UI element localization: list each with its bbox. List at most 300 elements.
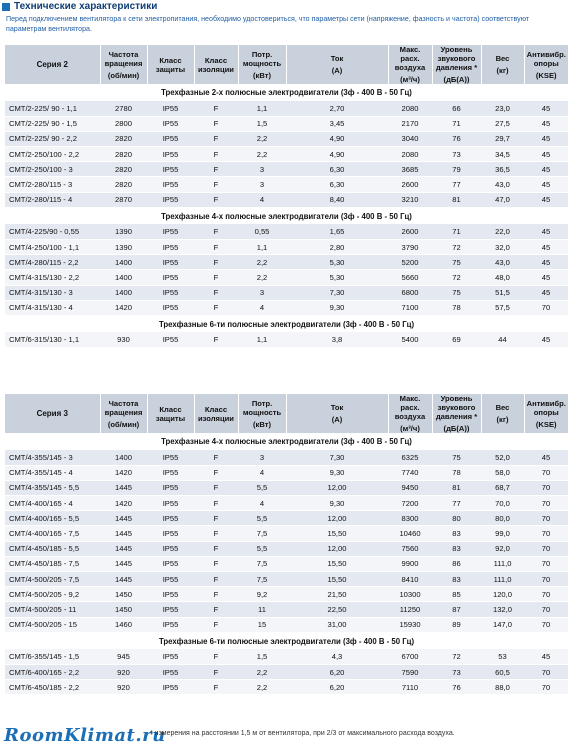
value-cell: 75 — [432, 255, 481, 270]
table-row — [5, 680, 568, 695]
section-row — [5, 315, 568, 332]
model-cell: CMT/2-250/100 - 3 — [5, 162, 100, 177]
model-cell: CMT/4-355/145 - 5,5 — [5, 480, 100, 495]
value-cell: 15,50 — [286, 572, 388, 587]
header-power — [238, 394, 286, 433]
value-cell: 45 — [524, 332, 568, 347]
value-cell: 1420 — [100, 465, 147, 480]
value-cell: 2800 — [100, 116, 147, 131]
value-cell: 3790 — [388, 240, 432, 255]
value-cell: 4,90 — [286, 147, 388, 162]
model-cell: CMT/4-400/165 - 7,5 — [5, 526, 100, 541]
value-cell: 1445 — [100, 480, 147, 495]
value-cell: F — [194, 162, 238, 177]
value-cell: 5660 — [388, 270, 432, 285]
value-cell: 945 — [100, 649, 147, 664]
header-speed-name: Частота вращения — [104, 49, 143, 68]
table-row — [5, 511, 568, 526]
header-protection — [147, 45, 194, 84]
value-cell: 6,30 — [286, 177, 388, 192]
value-cell: IP55 — [147, 162, 194, 177]
table-row — [5, 649, 568, 664]
value-cell: F — [194, 300, 238, 315]
header-airflow — [388, 45, 432, 84]
header-noise — [432, 45, 481, 84]
model-cell: CMT/4-315/130 - 3 — [5, 285, 100, 300]
value-cell: 920 — [100, 664, 147, 679]
series-2-table — [5, 45, 568, 348]
header-insulation — [194, 394, 238, 433]
section-row — [5, 433, 568, 450]
value-cell: F — [194, 496, 238, 511]
header-speed-unit: (об/мин) — [107, 70, 140, 80]
model-cell: CMT/2-250/100 - 2,2 — [5, 147, 100, 162]
value-cell: 2820 — [100, 177, 147, 192]
value-cell: 1390 — [100, 240, 147, 255]
value-cell: 15,50 — [286, 556, 388, 571]
value-cell: 1400 — [100, 270, 147, 285]
value-cell: IP55 — [147, 556, 194, 571]
value-cell: 1400 — [100, 450, 147, 465]
value-cell: 1420 — [100, 496, 147, 511]
value-cell: 9,2 — [238, 587, 286, 602]
value-cell: F — [194, 511, 238, 526]
table-row — [5, 240, 568, 255]
table-row — [5, 101, 568, 116]
value-cell: 7,5 — [238, 556, 286, 571]
value-cell: 80,0 — [481, 511, 524, 526]
value-cell: 2,2 — [238, 664, 286, 679]
header-power — [238, 45, 286, 84]
model-cell: CMT/4-355/145 - 3 — [5, 450, 100, 465]
value-cell: 5,5 — [238, 511, 286, 526]
value-cell: IP55 — [147, 465, 194, 480]
header-protection — [147, 394, 194, 433]
model-cell: CMT/6-315/130 - 1,1 — [5, 332, 100, 347]
value-cell: 6700 — [388, 649, 432, 664]
value-cell: 5400 — [388, 332, 432, 347]
value-cell: 70 — [524, 602, 568, 617]
table-row — [5, 332, 568, 347]
value-cell: 11250 — [388, 602, 432, 617]
value-cell: 1420 — [100, 300, 147, 315]
value-cell: 111,0 — [481, 572, 524, 587]
value-cell: 8,40 — [286, 192, 388, 207]
value-cell: IP55 — [147, 496, 194, 511]
value-cell: 11 — [238, 602, 286, 617]
value-cell: F — [194, 572, 238, 587]
header-mounts-name: Антивибр. опоры — [526, 398, 566, 417]
value-cell: F — [194, 556, 238, 571]
table-row — [5, 496, 568, 511]
value-cell: 7590 — [388, 664, 432, 679]
series-label: Серия 3 — [5, 394, 100, 433]
model-cell: CMT/6-400/165 - 2,2 — [5, 664, 100, 679]
header-power-name: Потр. мощность — [242, 398, 282, 417]
value-cell: 77 — [432, 177, 481, 192]
value-cell: 70 — [524, 664, 568, 679]
model-cell: CMT/6-450/185 - 2,2 — [5, 680, 100, 695]
value-cell: 5,5 — [238, 541, 286, 556]
value-cell: 3 — [238, 450, 286, 465]
value-cell: IP55 — [147, 147, 194, 162]
value-cell: 4 — [238, 496, 286, 511]
value-cell: 5,30 — [286, 255, 388, 270]
watermark-logo: RoomKlimat.ru — [4, 725, 166, 746]
value-cell: 4 — [238, 192, 286, 207]
header-speed — [100, 45, 147, 84]
value-cell: 4 — [238, 300, 286, 315]
header-current-unit: (А) — [331, 415, 343, 424]
value-cell: 9,30 — [286, 465, 388, 480]
value-cell: 45 — [524, 192, 568, 207]
value-cell: 2080 — [388, 147, 432, 162]
value-cell: 45 — [524, 101, 568, 116]
header-noise-unit: (дБ(А)) — [443, 75, 470, 84]
value-cell: IP55 — [147, 480, 194, 495]
value-cell: 3210 — [388, 192, 432, 207]
value-cell: 68,7 — [481, 480, 524, 495]
value-cell: 70 — [524, 526, 568, 541]
value-cell: 1450 — [100, 587, 147, 602]
value-cell: 2820 — [100, 131, 147, 146]
model-cell: CMT/4-450/185 - 5,5 — [5, 541, 100, 556]
value-cell: 2,2 — [238, 680, 286, 695]
value-cell: F — [194, 285, 238, 300]
value-cell: 45 — [524, 162, 568, 177]
section-title: Трехфазные 2-х полюсные электродвигатели (3ф - 400 В - 50 Гц) — [5, 84, 568, 101]
table-row — [5, 162, 568, 177]
header-noise — [432, 394, 481, 433]
value-cell: 70 — [524, 587, 568, 602]
value-cell: 86 — [432, 556, 481, 571]
header-protection-name: Класс защиты — [155, 55, 186, 74]
value-cell: 10460 — [388, 526, 432, 541]
model-cell: CMT/2-225/ 90 - 1,1 — [5, 101, 100, 116]
table-row — [5, 480, 568, 495]
value-cell: 83 — [432, 541, 481, 556]
table-row — [5, 572, 568, 587]
series-3-table — [5, 394, 568, 695]
model-cell: CMT/4-225/90 - 0,55 — [5, 224, 100, 239]
value-cell: 10300 — [388, 587, 432, 602]
value-cell: 70 — [524, 480, 568, 495]
value-cell: 85 — [432, 587, 481, 602]
value-cell: 22,0 — [481, 224, 524, 239]
table-row — [5, 465, 568, 480]
value-cell: 71 — [432, 224, 481, 239]
value-cell: 45 — [524, 177, 568, 192]
header-noise-name: Уровень звукового давления * — [435, 45, 478, 72]
header-protection-name: Класс защиты — [155, 404, 186, 423]
value-cell: 22,50 — [286, 602, 388, 617]
value-cell: 3,45 — [286, 116, 388, 131]
value-cell: IP55 — [147, 541, 194, 556]
value-cell: 1,1 — [238, 332, 286, 347]
value-cell: F — [194, 649, 238, 664]
value-cell: 7,30 — [286, 285, 388, 300]
value-cell: 70,0 — [481, 496, 524, 511]
value-cell: 920 — [100, 680, 147, 695]
value-cell: 7110 — [388, 680, 432, 695]
value-cell: 32,0 — [481, 240, 524, 255]
value-cell: IP55 — [147, 664, 194, 679]
value-cell: 2600 — [388, 224, 432, 239]
value-cell: F — [194, 101, 238, 116]
value-cell: 79 — [432, 162, 481, 177]
section-row — [5, 84, 568, 101]
header-power-unit: (кВт) — [253, 70, 271, 80]
value-cell: 2600 — [388, 177, 432, 192]
model-cell: CMT/4-500/205 - 15 — [5, 617, 100, 632]
table-row — [5, 556, 568, 571]
value-cell: 66 — [432, 101, 481, 116]
value-cell: 2,2 — [238, 270, 286, 285]
value-cell: 9900 — [388, 556, 432, 571]
table-row — [5, 602, 568, 617]
header-insulation — [194, 45, 238, 84]
value-cell: 2,2 — [238, 131, 286, 146]
value-cell: 6800 — [388, 285, 432, 300]
header-airflow-unit: (м³/ч) — [400, 424, 420, 433]
value-cell: 7560 — [388, 541, 432, 556]
value-cell: 4,3 — [286, 649, 388, 664]
model-cell: CMT/4-280/115 - 2,2 — [5, 255, 100, 270]
header-weight-name: Вес — [495, 403, 510, 412]
value-cell: 1445 — [100, 511, 147, 526]
value-cell: F — [194, 680, 238, 695]
model-cell: CMT/4-500/205 - 11 — [5, 602, 100, 617]
value-cell: 7200 — [388, 496, 432, 511]
value-cell: 78 — [432, 300, 481, 315]
header-row — [5, 394, 568, 433]
section-title: Трехфазные 4-х полюсные электродвигатели (3ф - 400 В - 50 Гц) — [5, 433, 568, 450]
value-cell: 1400 — [100, 285, 147, 300]
value-cell: 9,30 — [286, 496, 388, 511]
value-cell: 930 — [100, 332, 147, 347]
value-cell: IP55 — [147, 649, 194, 664]
table-row — [5, 285, 568, 300]
value-cell: 75 — [432, 450, 481, 465]
header-mounts-unit: (KSE) — [535, 419, 557, 429]
value-cell: 45 — [524, 147, 568, 162]
header-weight — [481, 45, 524, 84]
value-cell: 73 — [432, 664, 481, 679]
model-cell: CMT/6-355/145 - 1,5 — [5, 649, 100, 664]
value-cell: F — [194, 255, 238, 270]
value-cell: 36,5 — [481, 162, 524, 177]
value-cell: 80 — [432, 511, 481, 526]
model-cell: CMT/4-355/145 - 4 — [5, 465, 100, 480]
model-cell: CMT/4-250/100 - 1,1 — [5, 240, 100, 255]
value-cell: F — [194, 541, 238, 556]
value-cell: F — [194, 450, 238, 465]
value-cell: 88,0 — [481, 680, 524, 695]
value-cell: 111,0 — [481, 556, 524, 571]
value-cell: 5,5 — [238, 480, 286, 495]
header-power-name: Потр. мощность — [242, 49, 282, 68]
value-cell: 6,30 — [286, 162, 388, 177]
value-cell: 3 — [238, 162, 286, 177]
value-cell: 92,0 — [481, 541, 524, 556]
value-cell: 51,5 — [481, 285, 524, 300]
value-cell: 9450 — [388, 480, 432, 495]
value-cell: 1445 — [100, 526, 147, 541]
table-row — [5, 450, 568, 465]
value-cell: 89 — [432, 617, 481, 632]
intro-text: Перед подключением вентилятора к сети электропитания, необходимо удостовериться, что параметры сети (напряжение, фазность и частота) соответствуют параметрам вентилятора. — [6, 15, 530, 33]
value-cell: 8300 — [388, 511, 432, 526]
value-cell: F — [194, 480, 238, 495]
value-cell: IP55 — [147, 572, 194, 587]
value-cell: IP55 — [147, 602, 194, 617]
value-cell: F — [194, 131, 238, 146]
value-cell: 70 — [524, 541, 568, 556]
value-cell: 6,20 — [286, 680, 388, 695]
value-cell: 9,30 — [286, 300, 388, 315]
value-cell: 45 — [524, 255, 568, 270]
series-label: Серия 2 — [5, 45, 100, 84]
value-cell: 6325 — [388, 450, 432, 465]
value-cell: 15930 — [388, 617, 432, 632]
header-speed-unit: (об/мин) — [107, 419, 140, 429]
model-cell: CMT/4-315/130 - 2,2 — [5, 270, 100, 285]
value-cell: F — [194, 240, 238, 255]
value-cell: 76 — [432, 131, 481, 146]
value-cell: 21,50 — [286, 587, 388, 602]
value-cell: 147,0 — [481, 617, 524, 632]
value-cell: 43,0 — [481, 255, 524, 270]
table-row — [5, 664, 568, 679]
header-row — [5, 45, 568, 84]
value-cell: IP55 — [147, 511, 194, 526]
value-cell: 2780 — [100, 101, 147, 116]
value-cell: 1,1 — [238, 240, 286, 255]
table-row — [5, 177, 568, 192]
value-cell: 45 — [524, 285, 568, 300]
model-cell: CMT/4-315/130 - 4 — [5, 300, 100, 315]
value-cell: 76 — [432, 680, 481, 695]
value-cell: 47,0 — [481, 192, 524, 207]
header-current-name: Ток — [330, 54, 344, 63]
value-cell: IP55 — [147, 526, 194, 541]
value-cell: F — [194, 192, 238, 207]
value-cell: 4 — [238, 465, 286, 480]
table-row — [5, 526, 568, 541]
value-cell: 73 — [432, 147, 481, 162]
value-cell: 2,80 — [286, 240, 388, 255]
value-cell: 70 — [524, 617, 568, 632]
header-speed — [100, 394, 147, 433]
value-cell: IP55 — [147, 300, 194, 315]
value-cell: 78 — [432, 465, 481, 480]
value-cell: 72 — [432, 649, 481, 664]
model-cell: CMT/4-400/165 - 5,5 — [5, 511, 100, 526]
value-cell: 3 — [238, 177, 286, 192]
header-weight-unit: (кг) — [496, 66, 509, 75]
value-cell: 83 — [432, 526, 481, 541]
value-cell: 1,5 — [238, 116, 286, 131]
header-insulation-name: Класс изоляции — [198, 55, 234, 74]
value-cell: 12,00 — [286, 480, 388, 495]
value-cell: IP55 — [147, 587, 194, 602]
table-row — [5, 116, 568, 131]
value-cell: 1,65 — [286, 224, 388, 239]
value-cell: 0,55 — [238, 224, 286, 239]
header-noise-name: Уровень звукового давления * — [435, 394, 478, 421]
value-cell: 2080 — [388, 101, 432, 116]
value-cell: 70 — [524, 465, 568, 480]
value-cell: 1460 — [100, 617, 147, 632]
header-current — [286, 45, 388, 84]
value-cell: 81 — [432, 480, 481, 495]
header-mounts — [524, 394, 568, 433]
value-cell: IP55 — [147, 101, 194, 116]
value-cell: 1445 — [100, 541, 147, 556]
model-cell: CMT/2-280/115 - 3 — [5, 177, 100, 192]
value-cell: 45 — [524, 649, 568, 664]
series-3-body — [5, 394, 568, 695]
series-2-body — [5, 45, 568, 348]
value-cell: 34,5 — [481, 147, 524, 162]
value-cell: 2,70 — [286, 101, 388, 116]
value-cell: F — [194, 526, 238, 541]
value-cell: 70 — [524, 496, 568, 511]
value-cell: 2,2 — [238, 147, 286, 162]
value-cell: 132,0 — [481, 602, 524, 617]
value-cell: 4,90 — [286, 131, 388, 146]
value-cell: 45 — [524, 240, 568, 255]
value-cell: IP55 — [147, 270, 194, 285]
value-cell: 45 — [524, 131, 568, 146]
value-cell: F — [194, 224, 238, 239]
value-cell: 71 — [432, 116, 481, 131]
value-cell: 15,50 — [286, 526, 388, 541]
value-cell: F — [194, 270, 238, 285]
value-cell: 120,0 — [481, 587, 524, 602]
value-cell: 60,5 — [481, 664, 524, 679]
value-cell: F — [194, 116, 238, 131]
value-cell: IP55 — [147, 332, 194, 347]
table-row — [5, 300, 568, 315]
value-cell: 5,30 — [286, 270, 388, 285]
header-current-unit: (А) — [331, 66, 343, 75]
value-cell: 8410 — [388, 572, 432, 587]
value-cell: 29,7 — [481, 131, 524, 146]
header-airflow — [388, 394, 432, 433]
value-cell: 2,2 — [238, 255, 286, 270]
header-mounts — [524, 45, 568, 84]
value-cell: 69 — [432, 332, 481, 347]
model-cell: CMT/4-400/165 - 4 — [5, 496, 100, 511]
value-cell: IP55 — [147, 240, 194, 255]
value-cell: IP55 — [147, 224, 194, 239]
value-cell: 45 — [524, 270, 568, 285]
table-row — [5, 270, 568, 285]
value-cell: 77 — [432, 496, 481, 511]
value-cell: 2820 — [100, 162, 147, 177]
value-cell: IP55 — [147, 192, 194, 207]
value-cell: 1,1 — [238, 101, 286, 116]
value-cell: 44 — [481, 332, 524, 347]
title-marker — [2, 3, 10, 11]
value-cell: 1450 — [100, 602, 147, 617]
value-cell: 57,5 — [481, 300, 524, 315]
header-mounts-name: Антивибр. опоры — [526, 49, 566, 68]
value-cell: IP55 — [147, 177, 194, 192]
value-cell: 7,5 — [238, 526, 286, 541]
value-cell: IP55 — [147, 285, 194, 300]
